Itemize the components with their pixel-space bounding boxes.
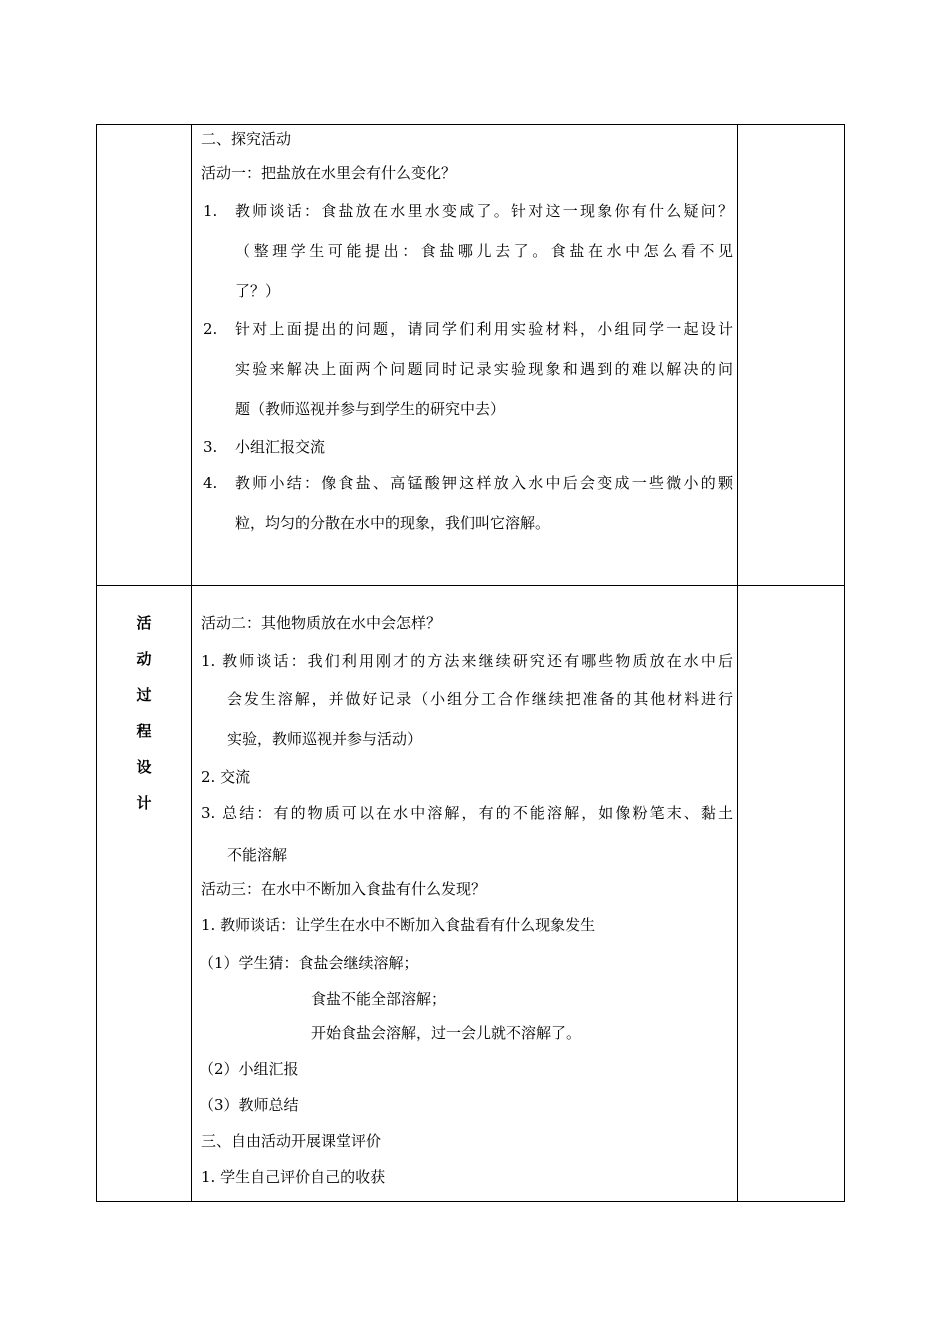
item4-line2: 粒，均匀的分散在水中的现象，我们叫它溶解。 (235, 514, 551, 532)
item1-number: 1. (203, 202, 218, 220)
column-divider-left (191, 125, 192, 1201)
item2-number: 2. (203, 320, 218, 338)
a2-item1-line1: 1. 教师谈话：我们利用刚才的方法来继续研究还有哪些物质放在水中后 (201, 652, 733, 670)
row-divider (97, 585, 844, 586)
a3-sub3: （3）教师总结 (199, 1096, 299, 1114)
a3-sub1-line2: 食盐不能全部溶解； (311, 990, 447, 1008)
item3-number: 3. (203, 438, 218, 456)
a2-item3-line1: 3. 总结：有的物质可以在水中溶解，有的不能溶解，如像粉笔末、黏土 (201, 804, 733, 822)
a3-sub2: （2）小组汇报 (199, 1060, 299, 1078)
item1-line1: 教师谈话：食盐放在水里水变咸了。针对这一现象你有什么疑问？ (235, 202, 733, 220)
item2-line1: 针对上面提出的问题，请同学们利用实验材料，小组同学一起设计 (235, 320, 733, 338)
side-label-char: 动 (136, 650, 152, 668)
a2-item1-line3: 实验，教师巡视并参与活动） (227, 730, 423, 748)
side-label-char: 过 (136, 686, 152, 704)
item2-line2: 实验来解决上面两个问题同时记录实验现象和遇到的难以解决的问 (235, 360, 733, 378)
item2-line3: 题（教师巡视并参与到学生的研究中去） (235, 400, 506, 418)
a2-item1-line2: 会发生溶解，并做好记录（小组分工合作继续把准备的其他材料进行 (227, 690, 733, 708)
item1-line2: （整理学生可能提出：食盐哪儿去了。食盐在水中怎么看不见 (235, 242, 733, 260)
section1-heading: 二、探究活动 (201, 130, 292, 148)
side-label (97, 605, 191, 821)
side-label-char: 程 (136, 722, 152, 740)
item1-line3: 了？） (235, 282, 281, 300)
a2-item3-line2: 不能溶解 (227, 846, 288, 864)
a3-sub1-line1: （1）学生猜：食盐会继续溶解； (199, 954, 419, 972)
item3-line1: 小组汇报交流 (235, 438, 326, 456)
a3-sub1-line3: 开始食盐会溶解，过一会儿就不溶解了。 (311, 1024, 582, 1042)
column-divider-right (737, 125, 738, 1201)
side-label-char: 计 (136, 794, 152, 812)
side-label-char: 设 (136, 758, 152, 776)
activity3-title: 活动三：在水中不断加入食盐有什么发现？ (201, 880, 487, 898)
activity1-title: 活动一：把盐放在水里会有什么变化？ (201, 164, 457, 182)
a2-item2: 2. 交流 (201, 768, 251, 786)
a3-item1: 1. 教师谈话：让学生在水中不断加入食盐看有什么现象发生 (201, 916, 596, 934)
lesson-plan-table (96, 124, 845, 1202)
heading3: 三、自由活动开展课堂评价 (201, 1132, 382, 1150)
item4-number: 4. (203, 474, 218, 492)
side-label-char: 活 (136, 614, 152, 632)
h3-item1: 1. 学生自己评价自己的收获 (201, 1168, 386, 1186)
item4-line1: 教师小结：像食盐、高锰酸钾这样放入水中后会变成一些微小的颗 (235, 474, 733, 492)
activity2-title: 活动二：其他物质放在水中会怎样？ (201, 614, 442, 632)
